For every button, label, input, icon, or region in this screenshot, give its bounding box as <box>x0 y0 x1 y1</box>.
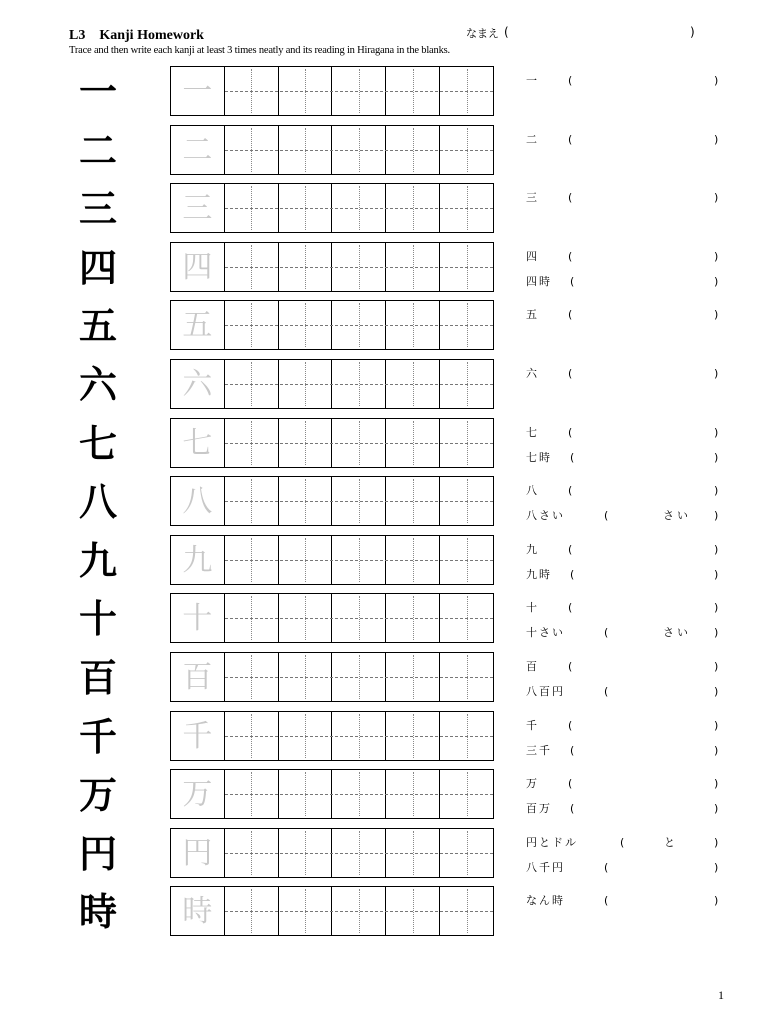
kanji-character: 百 <box>78 656 117 700</box>
kanji-character: 七 <box>78 422 117 466</box>
open-paren: ( <box>568 543 573 556</box>
trace-box <box>171 301 224 349</box>
open-paren: ( <box>568 426 573 439</box>
trace-kanji: 八 <box>182 484 213 519</box>
writing-grid <box>170 242 494 292</box>
trace-kanji: 五 <box>182 308 213 343</box>
writing-grid <box>170 711 494 761</box>
open-paren: ( <box>570 568 575 581</box>
open-paren: ( <box>568 484 573 497</box>
close-paren: ) <box>714 484 719 497</box>
kanji-row <box>0 66 768 118</box>
reading-word: 百万 <box>526 802 552 815</box>
trace-kanji: 百 <box>182 660 213 695</box>
kanji-row <box>0 828 768 880</box>
open-paren: ( <box>604 861 609 874</box>
reading-blank[interactable] <box>526 250 726 264</box>
reading-word: 三千 <box>526 744 552 757</box>
open-paren: ( <box>570 451 575 464</box>
open-paren: ( <box>604 685 609 698</box>
close-paren: ) <box>714 744 719 757</box>
open-paren: ( <box>620 836 625 849</box>
kanji-character: 円 <box>78 832 117 876</box>
open-paren: ( <box>568 191 573 204</box>
close-paren: ) <box>714 275 719 288</box>
close-paren: ) <box>714 626 719 639</box>
reading-word: 七 <box>526 426 539 439</box>
close-paren: ) <box>714 777 719 790</box>
worksheet-title: L3 Kanji Homework <box>69 28 204 43</box>
reading-word: なん時 <box>526 894 565 907</box>
kanji-row <box>0 183 768 235</box>
reading-blank[interactable] <box>526 744 726 758</box>
reading-blank[interactable] <box>526 836 726 850</box>
close-paren: ) <box>714 836 719 849</box>
writing-grid <box>170 418 494 468</box>
name-close-paren: ) <box>690 25 695 39</box>
guide-line <box>225 91 493 92</box>
close-paren: ) <box>714 719 719 732</box>
reading-blank[interactable] <box>526 802 726 816</box>
open-paren: ( <box>568 74 573 87</box>
writing-grid <box>170 300 494 350</box>
reading-word: 八さい <box>526 509 565 522</box>
open-paren: ( <box>568 308 573 321</box>
reading-middle: と <box>664 836 678 849</box>
kanji-row <box>0 300 768 352</box>
close-paren: ) <box>714 568 719 581</box>
trace-box <box>171 419 224 467</box>
reading-blank[interactable] <box>526 367 726 381</box>
reading-blank[interactable] <box>526 509 726 523</box>
reading-word: 百 <box>526 660 539 673</box>
trace-kanji: 千 <box>182 719 213 754</box>
open-paren: ( <box>604 509 609 522</box>
reading-blank[interactable] <box>526 568 726 582</box>
writing-grid <box>170 535 494 585</box>
reading-blank[interactable] <box>526 275 726 289</box>
guide-line <box>225 853 493 854</box>
trace-box <box>171 243 224 291</box>
writing-grid <box>170 359 494 409</box>
open-paren: ( <box>568 719 573 732</box>
reading-word: 八 <box>526 484 539 497</box>
close-paren: ) <box>714 894 719 907</box>
instructions: Trace and then write each kanji at least 3 times neatly and its reading in Hiragana in the blanks. <box>69 45 450 56</box>
reading-word: 千 <box>526 719 539 732</box>
open-paren: ( <box>568 777 573 790</box>
trace-box <box>171 829 224 877</box>
trace-kanji: 万 <box>182 777 213 812</box>
guide-line <box>225 267 493 268</box>
reading-word: 一 <box>526 74 539 87</box>
guide-line <box>225 384 493 385</box>
open-paren: ( <box>568 133 573 146</box>
name-open-paren: ( <box>504 25 509 39</box>
kanji-character: 九 <box>78 539 117 583</box>
trace-box <box>171 360 224 408</box>
open-paren: ( <box>570 275 575 288</box>
reading-suffix: さい <box>663 626 691 639</box>
writing-grid <box>170 183 494 233</box>
reading-blank[interactable] <box>526 133 726 147</box>
trace-kanji: 円 <box>182 836 213 871</box>
kanji-row <box>0 886 768 938</box>
open-paren: ( <box>568 367 573 380</box>
reading-blank[interactable] <box>526 484 726 498</box>
kanji-character: 四 <box>78 246 117 290</box>
writing-grid <box>170 652 494 702</box>
close-paren: ) <box>714 308 719 321</box>
kanji-character: 一 <box>78 70 117 114</box>
kanji-row <box>0 476 768 528</box>
trace-box <box>171 536 224 584</box>
kanji-row <box>0 711 768 763</box>
close-paren: ) <box>714 802 719 815</box>
reading-word: 九 <box>526 543 539 556</box>
reading-blank[interactable] <box>526 660 726 674</box>
reading-blank[interactable] <box>526 626 726 640</box>
guide-line <box>225 911 493 912</box>
kanji-character: 五 <box>78 304 117 348</box>
guide-line <box>225 150 493 151</box>
reading-word: 十 <box>526 601 539 614</box>
close-paren: ) <box>714 250 719 263</box>
trace-kanji: 時 <box>182 894 213 929</box>
trace-box <box>171 67 224 115</box>
guide-line <box>225 208 493 209</box>
reading-blank[interactable] <box>526 191 726 205</box>
trace-box <box>171 594 224 642</box>
trace-box <box>171 887 224 935</box>
open-paren: ( <box>570 802 575 815</box>
close-paren: ) <box>714 133 719 146</box>
reading-word: 二 <box>526 133 539 146</box>
writing-grid <box>170 886 494 936</box>
close-paren: ) <box>714 601 719 614</box>
reading-suffix: さい <box>663 509 691 522</box>
reading-blank[interactable] <box>526 685 726 699</box>
reading-word: 円とドル <box>526 836 578 849</box>
open-paren: ( <box>568 250 573 263</box>
trace-kanji: 七 <box>182 426 213 461</box>
guide-line <box>225 443 493 444</box>
kanji-row <box>0 125 768 177</box>
reading-blank[interactable] <box>526 777 726 791</box>
open-paren: ( <box>604 626 609 639</box>
reading-blank[interactable] <box>526 426 726 440</box>
reading-word: 八百円 <box>526 685 565 698</box>
close-paren: ) <box>714 685 719 698</box>
reading-word: 三 <box>526 191 539 204</box>
reading-blank[interactable] <box>526 894 726 908</box>
reading-word: 八千円 <box>526 861 565 874</box>
kanji-character: 二 <box>78 129 117 173</box>
kanji-row <box>0 535 768 587</box>
reading-word: 五 <box>526 308 539 321</box>
reading-word: 十さい <box>526 626 565 639</box>
reading-word: 七時 <box>526 451 552 464</box>
guide-line <box>225 618 493 619</box>
trace-box <box>171 477 224 525</box>
trace-kanji: 二 <box>182 133 213 168</box>
close-paren: ) <box>714 509 719 522</box>
writing-grid <box>170 828 494 878</box>
trace-kanji: 九 <box>182 543 213 578</box>
guide-line <box>225 736 493 737</box>
open-paren: ( <box>568 601 573 614</box>
reading-blank[interactable] <box>526 601 726 615</box>
trace-kanji: 十 <box>182 601 213 636</box>
guide-line <box>225 501 493 502</box>
trace-box <box>171 126 224 174</box>
kanji-row <box>0 242 768 294</box>
reading-blank[interactable] <box>526 451 726 465</box>
reading-word: 四 <box>526 250 539 263</box>
guide-line <box>225 794 493 795</box>
kanji-character: 三 <box>78 187 117 231</box>
reading-word: 六 <box>526 367 539 380</box>
page-number: 1 <box>718 988 724 1002</box>
reading-blank[interactable] <box>526 861 726 875</box>
reading-word: 九時 <box>526 568 552 581</box>
writing-grid <box>170 66 494 116</box>
reading-blank[interactable] <box>526 719 726 733</box>
open-paren: ( <box>604 894 609 907</box>
guide-line <box>225 677 493 678</box>
reading-word: 四時 <box>526 275 552 288</box>
reading-word: 万 <box>526 777 539 790</box>
close-paren: ) <box>714 367 719 380</box>
reading-blank[interactable] <box>526 74 726 88</box>
kanji-character: 万 <box>78 773 117 817</box>
name-label: なまえ <box>466 27 499 40</box>
trace-kanji: 四 <box>182 250 213 285</box>
close-paren: ) <box>714 451 719 464</box>
close-paren: ) <box>714 191 719 204</box>
trace-box <box>171 184 224 232</box>
trace-kanji: 一 <box>182 74 213 109</box>
kanji-character: 八 <box>78 480 117 524</box>
guide-line <box>225 325 493 326</box>
close-paren: ) <box>714 660 719 673</box>
kanji-character: 六 <box>78 363 117 407</box>
writing-grid <box>170 125 494 175</box>
close-paren: ) <box>714 861 719 874</box>
reading-blank[interactable] <box>526 308 726 322</box>
kanji-row <box>0 418 768 470</box>
close-paren: ) <box>714 426 719 439</box>
kanji-row <box>0 359 768 411</box>
kanji-row <box>0 769 768 821</box>
kanji-character: 十 <box>78 597 117 641</box>
kanji-character: 時 <box>78 890 117 934</box>
reading-blank[interactable] <box>526 543 726 557</box>
close-paren: ) <box>714 543 719 556</box>
trace-kanji: 三 <box>182 191 213 226</box>
writing-grid <box>170 476 494 526</box>
close-paren: ) <box>714 74 719 87</box>
trace-kanji: 六 <box>182 367 213 402</box>
trace-box <box>171 712 224 760</box>
kanji-row <box>0 593 768 645</box>
open-paren: ( <box>568 660 573 673</box>
writing-grid <box>170 593 494 643</box>
trace-box <box>171 653 224 701</box>
open-paren: ( <box>570 744 575 757</box>
kanji-character: 千 <box>78 715 117 759</box>
kanji-row <box>0 652 768 704</box>
writing-grid <box>170 769 494 819</box>
trace-box <box>171 770 224 818</box>
guide-line <box>225 560 493 561</box>
